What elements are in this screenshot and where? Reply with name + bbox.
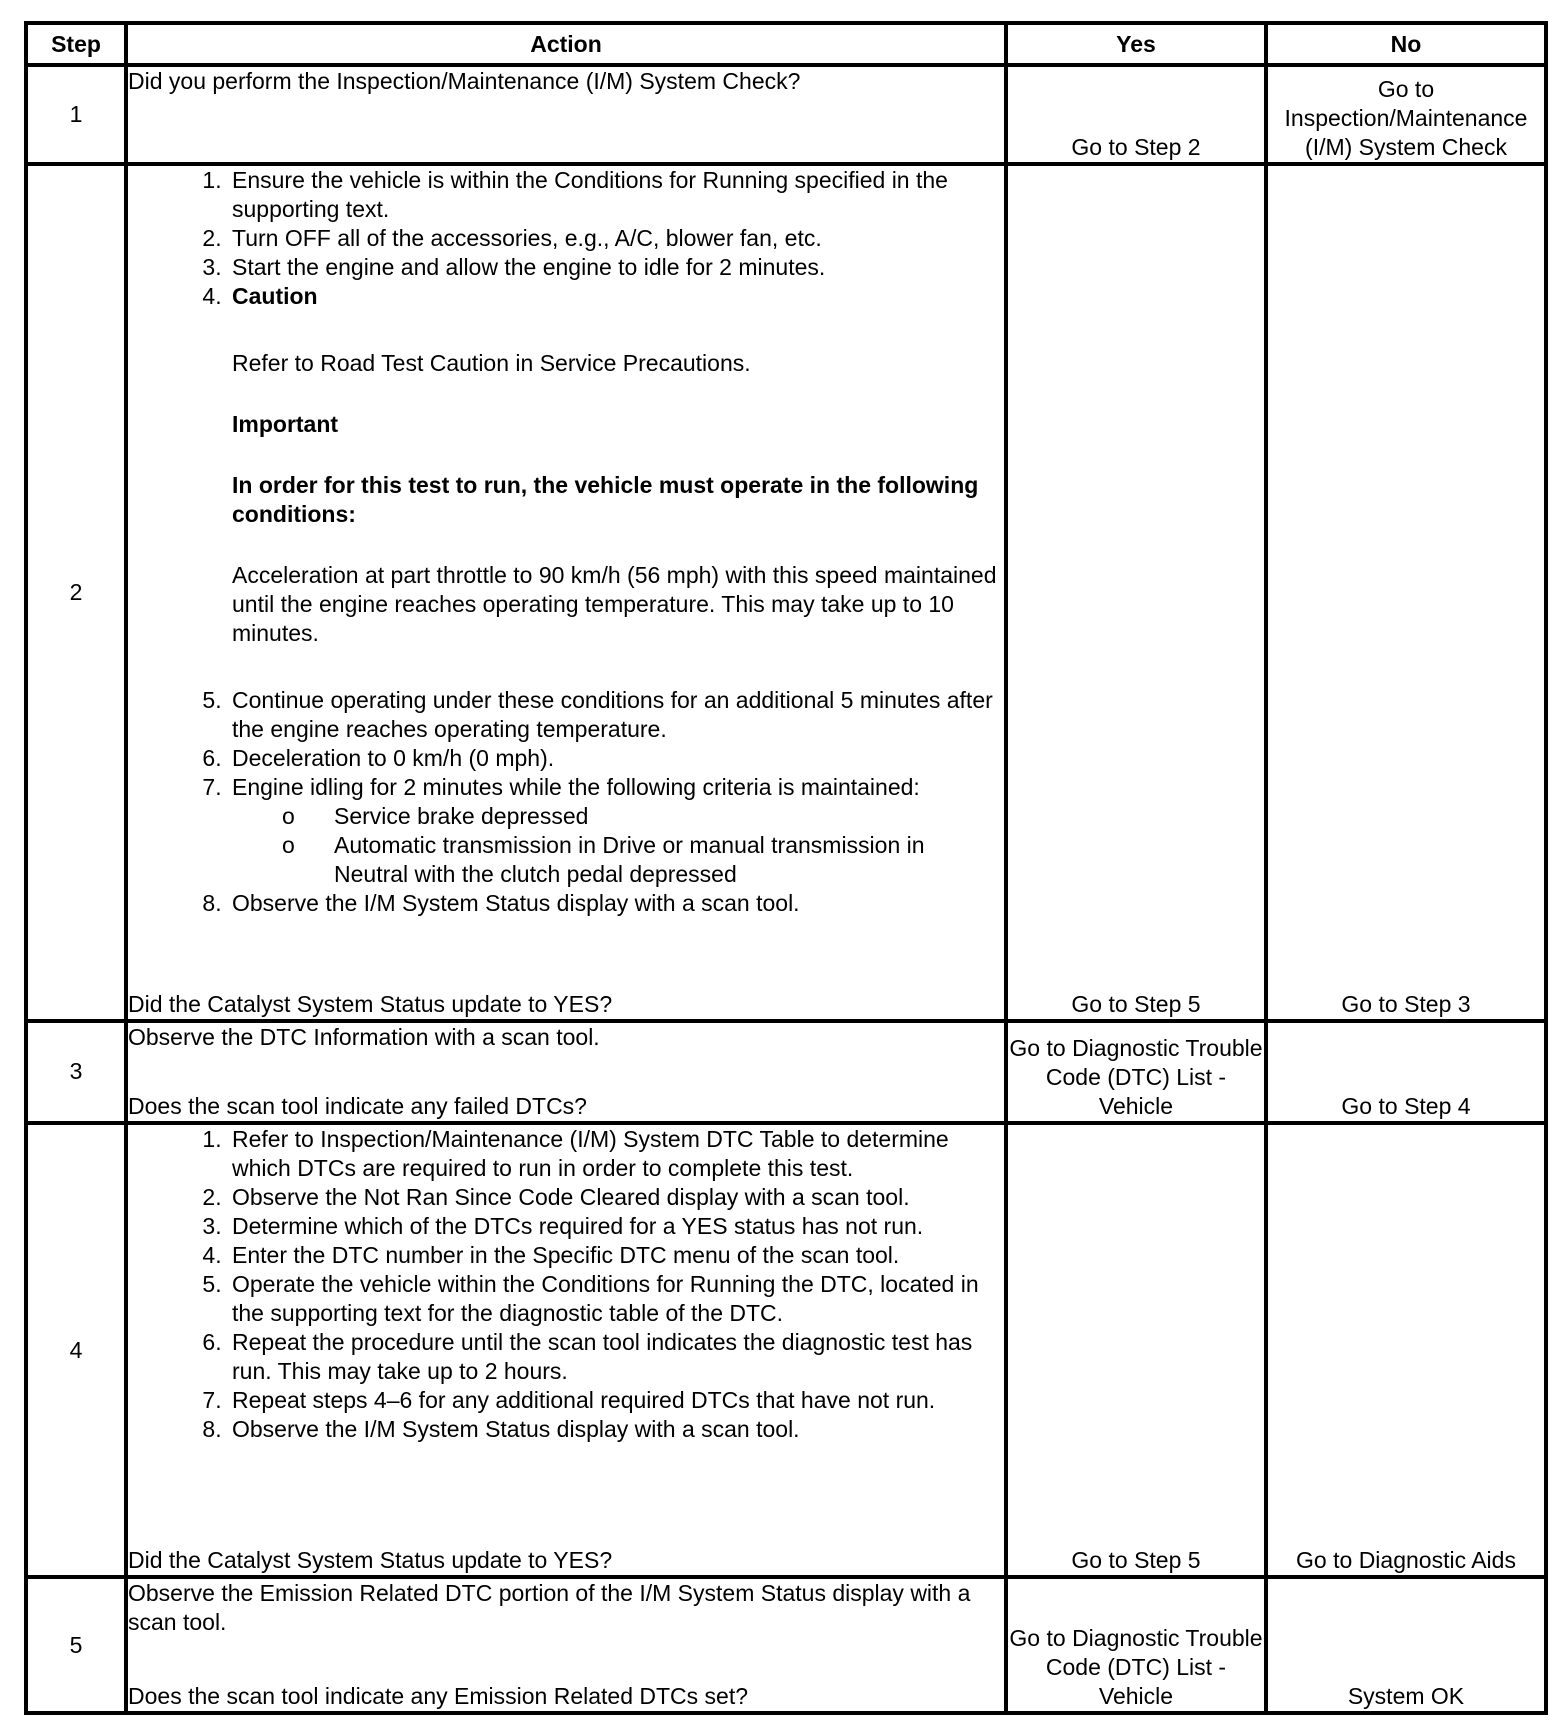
no-link[interactable]: Go to Step 4 [1266, 1021, 1546, 1123]
header-yes: Yes [1006, 23, 1266, 65]
table-row-step-2 [26, 164, 1546, 1021]
yes-link[interactable]: Go to Diagnostic Trouble Code (DTC) List - Vehicle [1006, 1021, 1266, 1123]
question-text: Does the scan tool indicate any Emission Related DTCs set? [128, 1683, 749, 1709]
yes-link[interactable]: Go to Step 2 [1006, 65, 1266, 163]
list-item: 7. Repeat steps 4–6 for any additional required DTCs that have not run. [228, 1386, 1004, 1415]
no-link[interactable]: Go to Diagnostic Aids [1266, 1123, 1546, 1577]
action-cell [126, 1021, 1006, 1123]
table-row-step-5 [26, 1577, 1546, 1713]
list-item: 2. Turn OFF all of the accessories, e.g., A/C, blower fan, etc. [228, 224, 1004, 253]
list-item: 5. Operate the vehicle within the Conditions for Running the DTC, located in the supporting text for the diagnostic table of the DTC. [228, 1270, 1004, 1328]
list-item: 8. Observe the I/M System Status display with a scan tool. [228, 889, 1004, 918]
action-cell [126, 164, 1006, 1021]
criteria-list [232, 802, 1004, 889]
table-row-step-1 [26, 65, 1546, 163]
header-no: No [1266, 23, 1546, 65]
yes-link[interactable]: Go to Diagnostic Trouble Code (DTC) List - Vehicle [1006, 1577, 1266, 1713]
procedure-list [128, 1125, 1004, 1444]
list-item: 4. Enter the DTC number in the Specific DTC menu of the scan tool. [228, 1241, 1004, 1270]
list-item: 1. Refer to Inspection/Maintenance (I/M) System DTC Table to determine which DTCs are required to run in order to complete this test. [228, 1125, 1004, 1183]
header-action: Action [126, 23, 1006, 65]
important-label: Important [232, 410, 339, 437]
list-item-caution [228, 282, 1004, 686]
action-text: Observe the DTC Information with a scan tool. [128, 1023, 600, 1050]
list-item: 6. Deceleration to 0 km/h (0 mph). [228, 744, 1004, 773]
no-link[interactable]: System OK [1266, 1577, 1546, 1713]
step-number: 5 [26, 1577, 126, 1713]
action-text: Observe the Emission Related DTC portion of the I/M System Status display with a scan tool. [128, 1580, 971, 1636]
sub-list-item: o Automatic transmission in Drive or manual transmission in Neutral with the clutch pedal depressed [282, 831, 1004, 889]
list-item: 8. Observe the I/M System Status display with a scan tool. [228, 1415, 1004, 1444]
diagnostic-table [24, 21, 1548, 1715]
no-link[interactable]: Go to Inspection/Maintenance (I/M) System Check [1266, 65, 1546, 163]
list-item: 1. Ensure the vehicle is within the Conditions for Running specified in the supporting text. [228, 166, 1004, 224]
question-text: Did the Catalyst System Status update to YES? [128, 1547, 613, 1574]
header-row [26, 23, 1546, 65]
important-text: In order for this test to run, the vehicle must operate in the following conditions: [232, 471, 979, 527]
sub-list-item: o Service brake depressed [282, 802, 1004, 831]
table-row-step-4 [26, 1123, 1546, 1577]
action-text: Did you perform the Inspection/Maintenance (I/M) System Check? [128, 68, 801, 95]
yes-link[interactable]: Go to Step 5 [1006, 164, 1266, 1021]
list-item: 3. Start the engine and allow the engine to idle for 2 minutes. [228, 253, 1004, 282]
header-step: Step [26, 23, 126, 65]
list-item: 3. Determine which of the DTCs required for a YES status has not run. [228, 1212, 1004, 1241]
list-item: 6. Repeat the procedure until the scan tool indicates the diagnostic test has run. This may take up to 2 hours. [228, 1328, 1004, 1386]
step-number: 2 [26, 164, 126, 1021]
question-text: Did the Catalyst System Status update to YES? [128, 990, 613, 1017]
step-number: 3 [26, 1021, 126, 1123]
no-link[interactable]: Go to Step 3 [1266, 164, 1546, 1021]
procedure-list [128, 166, 1004, 686]
list-item-text: Engine idling for 2 minutes while the following criteria is maintained: [232, 773, 920, 800]
step-number: 1 [26, 65, 126, 163]
question-text: Does the scan tool indicate any failed DTCs? [128, 1093, 587, 1120]
action-cell [126, 1577, 1006, 1713]
list-item: 2. Observe the Not Ran Since Code Cleared display with a scan tool. [228, 1183, 1004, 1212]
action-cell [126, 65, 1006, 163]
action-cell [126, 1123, 1006, 1577]
condition-text: Acceleration at part throttle to 90 km/h (56 mph) with this speed maintained until the engine reaches operating temperature. This may take up to 10 minutes. [232, 561, 997, 646]
step-number: 4 [26, 1123, 126, 1577]
procedure-list-continued [128, 686, 1004, 918]
yes-link[interactable]: Go to Step 5 [1006, 1123, 1266, 1577]
table-row-step-3 [26, 1021, 1546, 1123]
caution-label: Caution [232, 282, 318, 309]
list-item: 5. Continue operating under these conditions for an additional 5 minutes after the engine reaches operating temperature. [228, 686, 1004, 744]
caution-text: Refer to Road Test Caution in Service Precautions. [232, 349, 751, 376]
list-item [228, 773, 1004, 889]
